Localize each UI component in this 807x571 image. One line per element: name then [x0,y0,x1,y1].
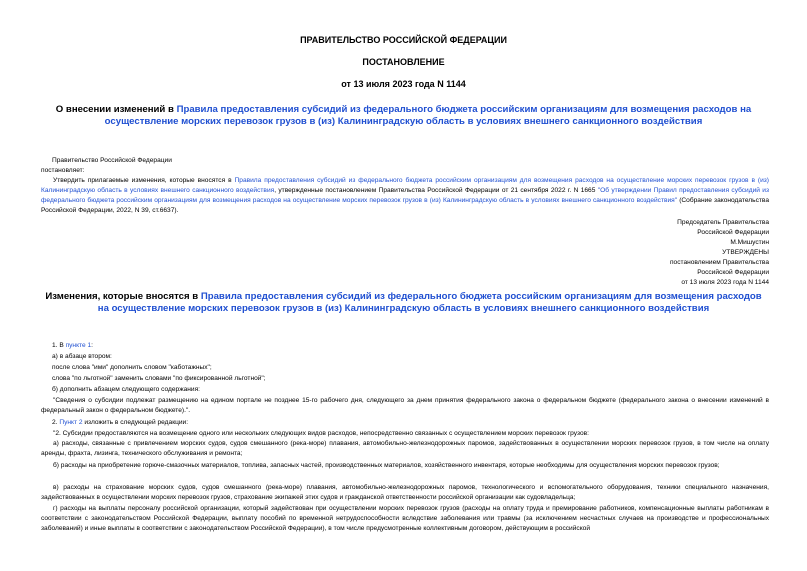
preamble-paragraph [41,176,769,216]
item-2d: г) расходы на выплаты персоналу российской организации, который задействован при осуществлении морских перевозок грузов (расходы на оплату труда и премирование работников, компенсационные выплаты работникам в соответствии с законодательством Российской Федерации, выплату пособий по временной нетрудоспособности вследствие заболевания или травмы (за исключением несчастных случаев на производстве и профессиональных заболеваний) и иные выплаты в соответствии с законодательством Российской Федерации), в том числе предусмотренные коллективным договором, действующим в российской [41,505,769,532]
item-2-number: 2. [52,419,60,426]
item-2c: в) расходы на страхование морских судов, судов смешанного (река-море) плавания, автомобильно-железнодорожных паромов, технологического и вспомогательного оборудования, техники специального назначения, задействованных в осуществлении морских перевозок грузов, страхование экипажей этих судов и гражданской ответственности российской организации как судовладельца; [41,484,769,501]
document-title [40,104,767,128]
item-2a: а) расходы, связанные с привлечением морских судов, судов смешанного (река-море) плавания, автомобильно-железнодорожных паромов, задействованных в осуществлении морских перевозок грузов, в том числе на оплату аренды, фрахта, лизинга, технического обслуживания и ремонта; [41,440,769,457]
signature-position-1: Председатель Правительства [677,219,769,226]
item-1b-quote: "Сведения о субсидии подлежат размещению на едином портале не позднее 15-го рабочего дня, следующего за днем принятия федерального закона о федеральном бюджете (федерального закона о внесении изменений в федеральный закон о федеральном бюджете).". [41,397,769,414]
item-1a: а) в абзаце втором: [52,353,112,360]
preamble-text-c: (Собрание законодательства Российской Федерации, 2022, N 39, ст.6637). [41,197,769,214]
document-type: ПОСТАНОВЛЕНИЕ [362,57,445,67]
item-2b: б) расходы на приобретение горюче-смазочных материалов, топлива, запасных частей, производственных материалов, хозяйственного инвентаря, которые необходимы для осуществления морских перевозок грузов; [53,462,720,469]
point-1-link[interactable]: пункте 1 [65,342,92,349]
changes-title-prefix: Изменения, которые вносятся в [45,291,201,302]
point-2-link[interactable]: Пункт 2 [59,419,83,426]
approved-date: от 13 июля 2023 года N 1144 [681,279,769,286]
approved-label: УТВЕРЖДЕНЫ [722,249,769,256]
preamble-government: Правительство Российской Федерации [52,157,172,164]
signature-position-2: Российской Федерации [697,229,769,236]
government-heading: ПРАВИТЕЛЬСТВО РОССИЙСКОЙ ФЕДЕРАЦИИ [300,35,507,45]
item-1a-1: после слова "ими" дополнить словом "каботажных"; [52,364,212,371]
rules-link[interactable]: Правила предоставления субсидий из федерального бюджета российским организациям для возмещения расходов на осуществление морских перевозок грузов в (из) Калининградскую область в условиях внешнего санкционного воздействия [41,177,769,194]
signature-name: М.Мишустин [730,239,769,246]
item-2 [52,418,188,428]
title-rules-link[interactable]: Правила предоставления субсидий из федерального бюджета российским организациям для возмещения расходов на осуществление морских перевозок грузов в (из) Калининградскую область в условиях внешнего санкционного воздействия [104,104,752,127]
preamble-text-b: , утвержденные постановлением Правительства Российской Федерации от 21 сентября 2022 г. N 1665 [274,187,598,194]
item-1-text: 1. В [52,342,66,349]
item-1-colon: : [91,342,93,349]
item-2-intro: "2. Субсидии предоставляются на возмещение одного или нескольких следующих видов расходов, непосредственно связанных с осуществлением морских перевозок грузов: [53,430,589,437]
item-2-text: изложить в следующей редакции: [82,419,189,426]
approved-country: Российской Федерации [697,269,769,276]
title-prefix: О внесении изменений в [55,104,177,115]
resolution-1665-link[interactable]: "Об утверждении Правил предоставления субсидий из федерального бюджета российским организациям для возмещения расходов на осуществление морских перевозок грузов в (из) Калининградскую область в условиях внешнего санкционного воздействия" [41,187,770,204]
preamble-resolves: постановляет: [41,167,85,174]
changes-rules-link[interactable]: Правила предоставления субсидий из федерального бюджета российским организациям для возмещения расходов на осуществление морских перевозок грузов в (из) Калининградскую область в условиях внешнего санкционного воздействия [97,291,762,314]
item-1 [52,341,93,351]
document-date: от 13 июля 2023 года N 1144 [341,79,466,89]
approved-by: постановлением Правительства [669,259,769,266]
changes-title [40,291,767,315]
item-1a-2: слова "по льготной" заменить словами "по фиксированной льготной"; [52,375,266,382]
item-1b: б) дополнить абзацем следующего содержания: [52,386,201,393]
preamble-text-a: Утвердить прилагаемые изменения, которые вносятся в [53,177,235,184]
